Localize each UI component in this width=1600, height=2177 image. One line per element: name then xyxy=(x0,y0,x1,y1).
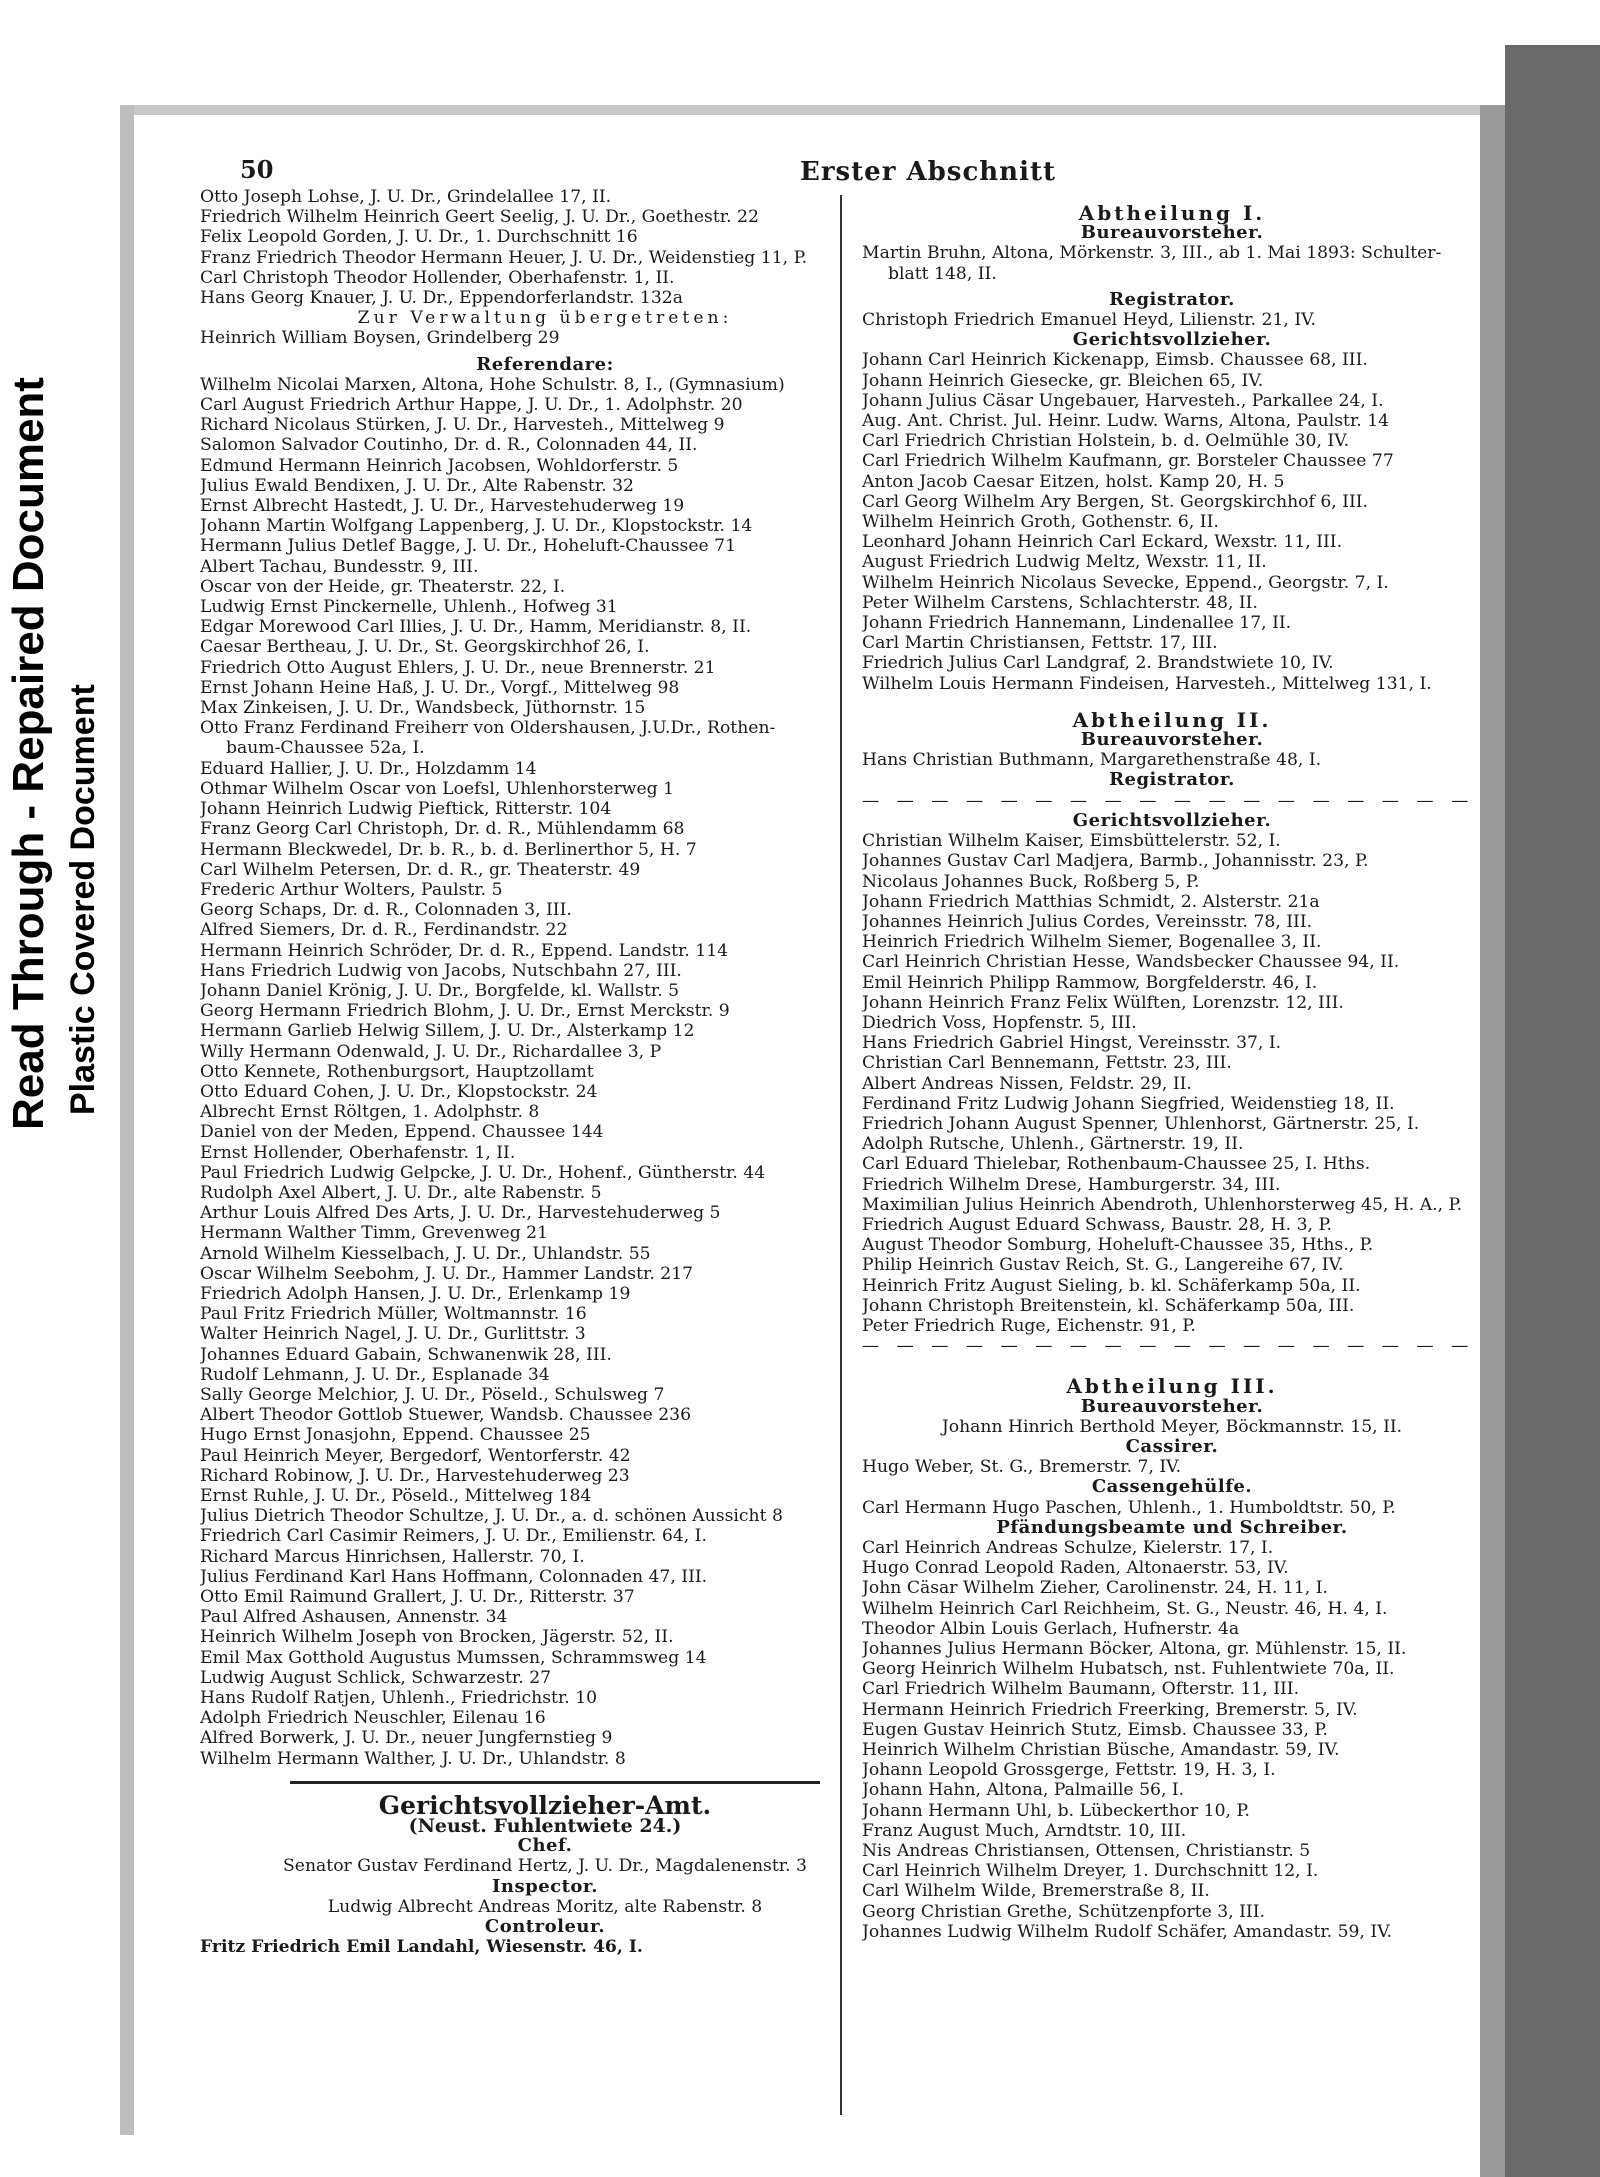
list-item: Johann Christoph Breitenstein, kl. Schäferkamp 50a, III. xyxy=(862,1295,1355,1316)
list-item: August Theodor Somburg, Hoheluft-Chaussee 35, Hths., P. xyxy=(862,1235,1374,1256)
list-item: Emil Max Gotthold Augustus Mumssen, Schrammsweg 14 xyxy=(200,1647,707,1668)
list-item: Heinrich Fritz August Sieling, b. kl. Schäferkamp 50a, II. xyxy=(862,1275,1361,1296)
abt1-gv-heading: Gerichtsvollzieher. xyxy=(1072,329,1272,351)
list-item: Friedrich Adolph Hansen, J. U. Dr., Erlenkamp 19 xyxy=(200,1283,631,1304)
referendare-list xyxy=(200,375,890,1769)
list-item: Friedrich August Eduard Schwass, Baustr. 28, H. 3, P. xyxy=(862,1214,1333,1235)
list-item: Christian Carl Bennemann, Fettstr. 23, III. xyxy=(862,1053,1232,1074)
list-item: baum-Chaussee 52a, I. xyxy=(226,738,425,759)
list-item: Johann Martin Wolfgang Lappenberg, J. U. Dr., Klopstockstr. 14 xyxy=(200,516,753,537)
list-item: Heinrich Wilhelm Christian Büsche, Amandastr. 59, IV. xyxy=(862,1740,1340,1761)
list-item: Carl Christoph Theodor Hollender, Oberhafenstr. 1, II. xyxy=(200,267,675,288)
abt3-title: Abtheilung III. xyxy=(1066,1374,1278,1399)
abt1-registrator: Christoph Friedrich Emanuel Heyd, Lilienstr. 21, IV. xyxy=(862,310,1316,331)
list-item: Ernst Ruhle, J. U. Dr., Pöseld., Mittelweg 184 xyxy=(200,1486,592,1506)
list-item: Johann Heinrich Ludwig Pieftick, Ritterstr. 104 xyxy=(200,799,612,820)
list-item: Wilhelm Hermann Walther, J. U. Dr., Uhlandstr. 8 xyxy=(200,1748,626,1769)
list-item: Ernst Johann Heine Haß, J. U. Dr., Vorgf., Mittelweg 98 xyxy=(200,677,680,698)
list-item: Albert Theodor Gottlob Stuewer, Wandsb. Chaussee 236 xyxy=(200,1405,692,1426)
list-item: Albert Andreas Nissen, Feldstr. 29, II. xyxy=(862,1073,1192,1094)
list-item: Friedrich Johann August Spenner, Uhlenhorst, Gärtnerstr. 25, I. xyxy=(862,1113,1420,1134)
list-item: Hans Rudolf Ratjen, Uhlenh., Friedrichstr. 10 xyxy=(200,1688,598,1709)
list-item: Arthur Louis Alfred Des Arts, J. U. Dr., Harvestehuderweg 5 xyxy=(200,1203,721,1224)
list-item: Leonhard Johann Heinrich Carl Eckard, Wexstr. 11, III. xyxy=(862,532,1343,553)
list-item: Edmund Hermann Heinrich Jacobsen, Wohldorferstr. 5 xyxy=(200,455,679,476)
list-item: Carl Wilhelm Wilde, Bremerstraße 8, II. xyxy=(862,1881,1210,1902)
list-item: Johann Carl Heinrich Kickenapp, Eimsb. Chaussee 68, III. xyxy=(862,350,1368,371)
list-item: August Friedrich Ludwig Meltz, Wexstr. 11, II. xyxy=(862,552,1267,573)
abt3-cassengehuelfe-heading: Cassengehülfe. xyxy=(1091,1476,1253,1498)
list-item: Richard Marcus Hinrichsen, Hallerstr. 70, I. xyxy=(200,1546,585,1567)
list-item: Hugo Ernst Jonasjohn, Eppend. Chaussee 25 xyxy=(200,1425,591,1446)
list-item: Johannes Julius Hermann Böcker, Altona, gr. Mühlenstr. 15, II. xyxy=(862,1639,1407,1660)
scan-background-strip xyxy=(1505,45,1600,2177)
list-item: Wilhelm Heinrich Groth, Gothenstr. 6, II. xyxy=(862,512,1219,533)
list-item: Adolph Friedrich Neuschler, Eilenau 16 xyxy=(200,1708,546,1729)
list-item: Nicolaus Johannes Buck, Roßberg 5, P. xyxy=(862,871,1200,892)
list-item: Eugen Gustav Heinrich Stutz, Eimsb. Chaussee 33, P. xyxy=(862,1719,1328,1740)
left-column xyxy=(200,187,890,1957)
list-item: Theodor Albin Louis Gerlach, Hufnerstr. 4a xyxy=(862,1618,1240,1639)
chef-entry: Senator Gustav Ferdinand Hertz, J. U. Dr., Magdalenenstr. 3 xyxy=(283,1856,807,1877)
inspector-heading: Inspector. xyxy=(491,1875,599,1897)
list-item: Richard Robinow, J. U. Dr., Harvestehuderweg 23 xyxy=(200,1465,630,1486)
chef-heading: Chef. xyxy=(517,1835,573,1857)
list-item: Aug. Ant. Christ. Jul. Heinr. Ludw. Warns, Altona, Paulstr. 14 xyxy=(862,411,1390,432)
list-item: Johannes Eduard Gabain, Schwanenwik 28, III. xyxy=(200,1344,612,1365)
list-item: Hermann Bleckwedel, Dr. b. R., b. d. Berlinerthor 5, H. 7 xyxy=(200,839,697,860)
abt2-end-dashes: — — — — — — — — — — — — — — — — — — xyxy=(862,1336,1475,1357)
list-item: Rudolf Lehmann, J. U. Dr., Esplanade 34 xyxy=(200,1364,550,1385)
list-item: Eduard Hallier, J. U. Dr., Holzdamm 14 xyxy=(200,758,537,779)
page-title: Erster Abschnitt xyxy=(800,157,1056,187)
page-edge-top xyxy=(120,105,1510,115)
list-item: Friedrich Otto August Ehlers, J. U. Dr., neue Brennerstr. 21 xyxy=(200,657,716,678)
list-item: Hans Friedrich Gabriel Hingst, Vereinsstr. 37, I. xyxy=(862,1033,1282,1054)
referendare-heading: Referendare: xyxy=(476,353,614,375)
list-item: Paul Heinrich Meyer, Bergedorf, Wentorferstr. 42 xyxy=(200,1445,631,1466)
inspector-entry: Ludwig Albrecht Andreas Moritz, alte Rabenstr. 8 xyxy=(327,1896,763,1917)
list-item: Carl August Friedrich Arthur Happe, J. U. Dr., 1. Adolphstr. 20 xyxy=(200,395,743,416)
abt1-buero-heading: Bureauvorsteher. xyxy=(1080,222,1264,244)
abt3-pfaendung-list xyxy=(862,1538,1482,1942)
page-number: 50 xyxy=(240,155,274,184)
section-rule xyxy=(290,1781,820,1784)
list-item: Julius Dietrich Theodor Schultze, J. U. Dr., a. d. schönen Aussicht 8 xyxy=(200,1506,783,1527)
stamp-plastic-covered: Plastic Covered Document xyxy=(64,684,102,1115)
right-column xyxy=(862,197,1482,1942)
list-item: Johannes Ludwig Wilhelm Rudolf Schäfer, Amandastr. 59, IV. xyxy=(862,1921,1393,1942)
list-item: Johann Leopold Grossgerge, Fettstr. 19, H. 3, I. xyxy=(862,1760,1276,1781)
list-item: Heinrich Wilhelm Joseph von Brocken, Jägerstr. 52, II. xyxy=(200,1627,674,1648)
list-item: Wilhelm Heinrich Nicolaus Sevecke, Eppend., Georgstr. 7, I. xyxy=(862,572,1389,593)
list-item: Ludwig August Schlick, Schwarzestr. 27 xyxy=(200,1667,552,1688)
list-item: Johann Hahn, Altona, Palmaille 56, I. xyxy=(862,1780,1185,1801)
list-item: Peter Wilhelm Carstens, Schlachterstr. 48, II. xyxy=(862,592,1258,613)
list-item: Adolph Rutsche, Uhlenh., Gärtnerstr. 19, II. xyxy=(862,1134,1244,1155)
list-item: Emil Heinrich Philipp Rammow, Borgfelderstr. 46, I. xyxy=(862,972,1318,993)
abt3-buero: Johann Hinrich Berthold Meyer, Böckmannstr. 15, II. xyxy=(941,1416,1403,1437)
abt3-buero-heading: Bureauvorsteher. xyxy=(1080,1395,1264,1417)
list-item: Otto Joseph Lohse, J. U. Dr., Grindelallee 17, II. xyxy=(200,187,612,207)
list-item: Diedrich Voss, Hopfenstr. 5, III. xyxy=(862,1012,1137,1033)
abt2-buero-heading: Bureauvorsteher. xyxy=(1080,729,1264,751)
abt2-gv-list xyxy=(862,831,1482,1336)
list-item: Albert Tachau, Bundesstr. 9, III. xyxy=(200,556,479,577)
list-item: Hermann Julius Detlef Bagge, J. U. Dr., Hoheluft-Chaussee 71 xyxy=(200,536,737,557)
list-item: Friedrich Wilhelm Drese, Hamburgerstr. 34, III. xyxy=(862,1174,1281,1195)
list-item: Caesar Bertheau, J. U. Dr., St. Georgskirchhof 26, I. xyxy=(200,637,650,658)
left-top-list xyxy=(200,187,890,308)
list-item: Hermann Heinrich Friedrich Freerking, Bremerstr. 5, IV. xyxy=(862,1699,1358,1720)
list-item: Rudolph Axel Albert, J. U. Dr., alte Rabenstr. 5 xyxy=(200,1182,602,1203)
list-item: Johann Friedrich Hannemann, Lindenallee 17, II. xyxy=(862,613,1292,634)
abt2-title: Abtheilung II. xyxy=(1072,707,1272,732)
abt1-gv-list xyxy=(862,350,1482,693)
list-item: Johannes Heinrich Julius Cordes, Vereinsstr. 78, III. xyxy=(862,911,1313,932)
list-item: Otto Kennete, Rothenburgsort, Hauptzollamt xyxy=(200,1061,594,1082)
list-item: Hugo Conrad Leopold Raden, Altonaerstr. 53, IV. xyxy=(862,1558,1289,1579)
abt2-registrator-dashes: — — — — — — — — — — — — — — — — — — xyxy=(862,790,1475,811)
list-item: Carl Eduard Thielebar, Rothenbaum-Chaussee 25, I. Hths. xyxy=(862,1154,1371,1175)
list-item: Alfred Siemers, Dr. d. R., Ferdinandstr. 22 xyxy=(200,920,568,941)
list-item: Hans Friedrich Ludwig von Jacobs, Nutschbahn 27, III. xyxy=(200,960,682,981)
list-item: Heinrich Friedrich Wilhelm Siemer, Bogenallee 3, II. xyxy=(862,932,1322,953)
list-item: Hermann Heinrich Schröder, Dr. d. R., Eppend. Landstr. 114 xyxy=(200,940,729,961)
list-item: Paul Alfred Ashausen, Annenstr. 34 xyxy=(200,1607,508,1628)
list-item: Friedrich Julius Carl Landgraf, 2. Brandstwiete 10, IV. xyxy=(862,653,1334,674)
list-item: Paul Friedrich Ludwig Gelpcke, J. U. Dr., Hohenf., Güntherstr. 44 xyxy=(200,1162,766,1183)
controleur-heading: Controleur. xyxy=(484,1916,606,1938)
list-item: Carl Georg Wilhelm Ary Bergen, St. Georgskirchhof 6, III. xyxy=(862,491,1369,512)
list-item: Carl Heinrich Andreas Schulze, Kielerstr. 17, I. xyxy=(862,1538,1274,1558)
list-item: Daniel von der Meden, Eppend. Chaussee 144 xyxy=(200,1122,604,1143)
list-item: Sally George Melchior, J. U. Dr., Pöseld., Schulsweg 7 xyxy=(200,1384,665,1405)
abt1-buero-line: Martin Bruhn, Altona, Mörkenstr. 3, III., ab 1. Mai 1893: Schulter- xyxy=(862,243,1442,264)
list-item: Richard Nicolaus Stürken, J. U. Dr., Harvesteh., Mittelweg 9 xyxy=(200,415,725,436)
list-item: Christian Wilhelm Kaiser, Eimsbüttelerstr. 52, I. xyxy=(862,831,1281,852)
list-item: Oscar von der Heide, gr. Theaterstr. 22, I. xyxy=(200,576,566,597)
list-item: Ferdinand Fritz Ludwig Johann Siegfried, Weidenstieg 18, II. xyxy=(862,1093,1395,1114)
stamp-read-through: Read Through - Repaired Document xyxy=(4,377,53,1130)
abt3-pfaendung-heading: Pfändungsbeamte und Schreiber. xyxy=(996,1516,1348,1538)
abt1-buero-line: blatt 148, II. xyxy=(888,263,997,284)
list-item: Hans Georg Knauer, J. U. Dr., Eppendorferlandstr. 132a xyxy=(200,288,683,309)
list-item: Carl Heinrich Christian Hesse, Wandsbecker Chaussee 94, II. xyxy=(862,952,1400,973)
verwaltung-entry: Heinrich William Boysen, Grindelberg 29 xyxy=(200,328,560,349)
list-item: Felix Leopold Gorden, J. U. Dr., 1. Durchschnitt 16 xyxy=(200,227,638,248)
page-edge-left xyxy=(120,105,134,2135)
list-item: Ernst Hollender, Oberhafenstr. 1, II. xyxy=(200,1142,516,1163)
verwaltung-heading: Zur Verwaltung übergetreten: xyxy=(357,308,733,329)
list-item: Frederic Arthur Wolters, Paulstr. 5 xyxy=(200,879,503,900)
list-item: Otto Eduard Cohen, J. U. Dr., Klopstockstr. 24 xyxy=(200,1081,598,1102)
list-item: Johann Friedrich Matthias Schmidt, 2. Alsterstr. 21a xyxy=(862,891,1320,912)
list-item: Carl Friedrich Christian Holstein, b. d. Oelmühle 30, IV. xyxy=(862,431,1350,452)
list-item: Willy Hermann Odenwald, J. U. Dr., Richardallee 3, P xyxy=(200,1041,662,1062)
abt3-cassengehuelfe: Carl Hermann Hugo Paschen, Uhlenh., 1. Humboldtstr. 50, P. xyxy=(862,1497,1396,1518)
list-item: Johann Heinrich Franz Felix Wülften, Lorenzstr. 12, III. xyxy=(862,992,1344,1013)
list-item: Carl Friedrich Wilhelm Kaufmann, gr. Borsteler Chaussee 77 xyxy=(862,451,1394,472)
list-item: Franz Georg Carl Christoph, Dr. d. R., Mühlendamm 68 xyxy=(200,819,685,840)
list-item: Julius Ewald Bendixen, J. U. Dr., Alte Rabenstr. 32 xyxy=(200,475,634,496)
list-item: Otto Franz Ferdinand Freiherr von Oldershausen, J.U.Dr., Rothen- xyxy=(200,718,776,739)
list-item: Johann Heinrich Giesecke, gr. Bleichen 65, IV. xyxy=(862,370,1264,391)
list-item: Carl Heinrich Wilhelm Dreyer, 1. Durchschnitt 12, I. xyxy=(862,1861,1319,1882)
abt3-cassirer-heading: Cassirer. xyxy=(1125,1435,1219,1457)
list-item: Salomon Salvador Coutinho, Dr. d. R., Colonnaden 44, II. xyxy=(200,435,698,456)
list-item: Anton Jacob Caesar Eitzen, holst. Kamp 20, H. 5 xyxy=(862,471,1285,492)
list-item: Johann Julius Cäsar Ungebauer, Harvesteh., Parkallee 24, I. xyxy=(862,390,1384,411)
list-item: Johann Hermann Uhl, b. Lübeckerthor 10, P. xyxy=(862,1800,1251,1821)
list-item: Carl Friedrich Wilhelm Baumann, Ofterstr. 11, III. xyxy=(862,1679,1300,1700)
list-item: Wilhelm Heinrich Carl Reichheim, St. G., Neustr. 46, H. 4, I. xyxy=(862,1598,1388,1619)
controleur-entry: Fritz Friedrich Emil Landahl, Wiesenstr. 46, I. xyxy=(200,1937,643,1958)
gv-amt-title: Gerichtsvollzieher-Amt. xyxy=(378,1790,712,1820)
list-item: Georg Christian Grethe, Schützenpforte 3, III. xyxy=(862,1901,1265,1922)
list-item: Wilhelm Louis Hermann Findeisen, Harvesteh., Mittelweg 131, I. xyxy=(862,673,1432,694)
list-item: Ernst Albrecht Hastedt, J. U. Dr., Harvestehuderweg 19 xyxy=(200,496,685,517)
list-item: Paul Fritz Friedrich Müller, Woltmannstr. 16 xyxy=(200,1304,587,1325)
list-item: Friedrich Wilhelm Heinrich Geert Seelig, J. U. Dr., Goethestr. 22 xyxy=(200,207,759,228)
list-item: Albrecht Ernst Röltgen, 1. Adolphstr. 8 xyxy=(200,1102,540,1123)
list-item: Nis Andreas Christiansen, Ottensen, Christianstr. 5 xyxy=(862,1841,1311,1862)
list-item: Philip Heinrich Gustav Reich, St. G., Langereihe 67, IV. xyxy=(862,1255,1344,1276)
list-item: Walter Heinrich Nagel, J. U. Dr., Gurlittstr. 3 xyxy=(200,1324,586,1345)
list-item: Othmar Wilhelm Oscar von Loefsl, Uhlenhorsterweg 1 xyxy=(200,778,675,799)
list-item: Carl Martin Christiansen, Fettstr. 17, III. xyxy=(862,633,1218,654)
abt2-gv-heading: Gerichtsvollzieher. xyxy=(1072,809,1272,831)
list-item: Oscar Wilhelm Seebohm, J. U. Dr., Hammer Landstr. 217 xyxy=(200,1263,694,1284)
list-item: Georg Schaps, Dr. d. R., Colonnaden 3, III. xyxy=(200,900,572,921)
list-item: Arnold Wilhelm Kiesselbach, J. U. Dr., Uhlandstr. 55 xyxy=(200,1243,651,1264)
abt2-registrator-heading: Registrator. xyxy=(1109,769,1235,791)
list-item: Max Zinkeisen, J. U. Dr., Wandsbeck, Jüthornstr. 15 xyxy=(200,698,646,719)
list-item: Otto Emil Raimund Grallert, J. U. Dr., Ritterstr. 37 xyxy=(200,1587,635,1608)
list-item: Carl Wilhelm Petersen, Dr. d. R., gr. Theaterstr. 49 xyxy=(200,859,641,880)
gv-amt-subtitle: (Neust. Fuhlentwiete 24.) xyxy=(408,1815,682,1838)
list-item: Franz August Much, Arndtstr. 10, III. xyxy=(862,1820,1187,1841)
document-page xyxy=(140,115,1480,2135)
abt1-title: Abtheilung I. xyxy=(1078,201,1266,225)
list-item: Peter Friedrich Ruge, Eichenstr. 91, P. xyxy=(862,1315,1196,1336)
list-item: Maximilian Julius Heinrich Abendroth, Uhlenhorsterweg 45, H. A., P. xyxy=(862,1194,1463,1215)
list-item: Friedrich Carl Casimir Reimers, J. U. Dr., Emilienstr. 64, I. xyxy=(200,1526,707,1547)
abt2-buero: Hans Christian Buthmann, Margarethenstraße 48, I. xyxy=(862,750,1322,771)
list-item: Hermann Garlieb Helwig Sillem, J. U. Dr., Alsterkamp 12 xyxy=(200,1021,695,1042)
abt3-cassirer: Hugo Weber, St. G., Bremerstr. 7, IV. xyxy=(862,1457,1182,1478)
list-item: Georg Heinrich Wilhelm Hubatsch, nst. Fuhlentwiete 70a, II. xyxy=(862,1659,1395,1680)
list-item: Georg Hermann Friedrich Blohm, J. U. Dr., Ernst Merckstr. 9 xyxy=(200,1001,730,1022)
list-item: Hermann Walther Timm, Grevenweg 21 xyxy=(200,1223,549,1244)
list-item: Johannes Gustav Carl Madjera, Barmb., Johannisstr. 23, P. xyxy=(862,851,1369,872)
list-item: Wilhelm Nicolai Marxen, Altona, Hohe Schulstr. 8, I., (Gymnasium) xyxy=(200,374,785,395)
list-item: Edgar Morewood Carl Illies, J. U. Dr., Hamm, Meridianstr. 8, II. xyxy=(200,617,752,638)
list-item: Alfred Borwerk, J. U. Dr., neuer Jungfernstieg 9 xyxy=(200,1728,613,1749)
list-item: Franz Friedrich Theodor Hermann Heuer, J. U. Dr., Weidenstieg 11, P. xyxy=(200,247,808,268)
list-item: Johann Daniel Krönig, J. U. Dr., Borgfelde, kl. Wallstr. 5 xyxy=(200,980,680,1001)
abt1-registrator-heading: Registrator. xyxy=(1109,288,1235,310)
list-item: John Cäsar Wilhelm Zieher, Carolinenstr. 24, H. 11, I. xyxy=(862,1578,1328,1599)
list-item: Julius Ferdinand Karl Hans Hoffmann, Colonnaden 47, III. xyxy=(200,1566,708,1587)
list-item: Ludwig Ernst Pinckernelle, Uhlenh., Hofweg 31 xyxy=(200,597,618,618)
